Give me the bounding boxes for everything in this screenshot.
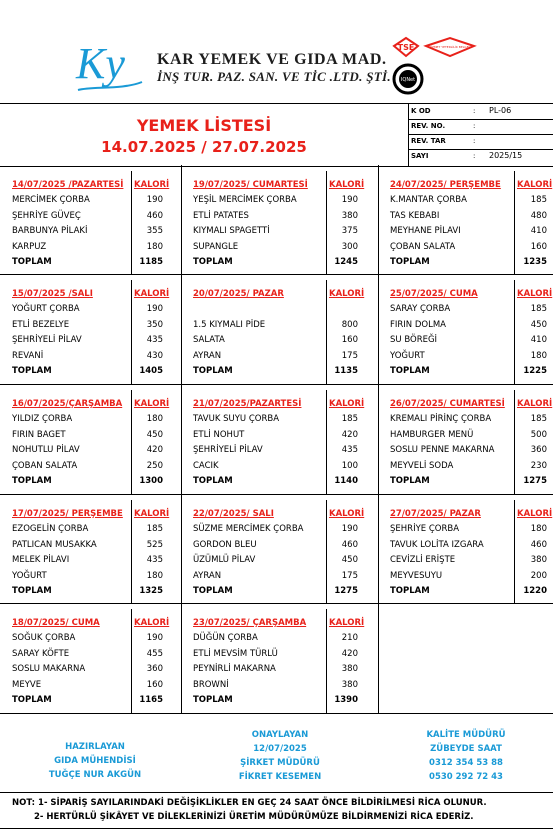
dish-name: REVANİ bbox=[12, 350, 44, 361]
total-label: TOPLAM bbox=[193, 586, 233, 596]
dish-name: ŞEHRİYE GÜVEÇ bbox=[12, 210, 81, 221]
dish-calories: 180 bbox=[530, 350, 547, 361]
dish-calories: 420 bbox=[341, 429, 358, 440]
kalori-header: KALORİ bbox=[134, 289, 170, 299]
day-menu-12 bbox=[0, 603, 181, 713]
total-calories: 1275 bbox=[334, 586, 358, 596]
dish-name: BROWNİ bbox=[193, 679, 229, 690]
dish-name: 1.5 KIYMALI PİDE bbox=[193, 319, 266, 330]
dish-calories: 380 bbox=[341, 679, 358, 690]
quality-manager-mobile: 0530 292 72 43 bbox=[429, 772, 503, 782]
tse-text: TSE bbox=[397, 43, 415, 52]
day-title: 26/07/2025/ CUMARTESİ bbox=[390, 399, 505, 409]
dish-calories: 460 bbox=[341, 539, 358, 550]
meta-row bbox=[409, 134, 553, 150]
prepared-by-role: GIDA MÜHENDİSİ bbox=[54, 756, 136, 766]
total-calories: 1405 bbox=[139, 366, 163, 376]
dish-name: ETLİ NOHUT bbox=[193, 429, 245, 440]
meta-row bbox=[409, 149, 553, 164]
dish-name: MEYVE bbox=[12, 679, 42, 690]
dish-calories: 500 bbox=[530, 429, 547, 440]
day-title: 17/07/2025/ PERŞEMBE bbox=[12, 509, 123, 519]
dish-calories: 380 bbox=[341, 210, 358, 221]
kalori-header: KALORİ bbox=[517, 180, 553, 190]
date-range: 14.07.2025 / 27.07.2025 bbox=[101, 138, 307, 156]
dish-name: PEYNİRLİ MAKARNA bbox=[193, 664, 276, 674]
dish-name: SARAY KÖFTE bbox=[12, 648, 70, 659]
day-title: 15/07/2025 /SALI bbox=[12, 289, 93, 299]
dish-name: YOĞURT bbox=[12, 570, 47, 581]
day-title: 14/07/2025 /PAZARTESİ bbox=[12, 180, 124, 190]
meta-label: REV. NO. bbox=[411, 122, 446, 130]
kalori-header: KALORİ bbox=[329, 509, 365, 519]
day-title: 16/07/2025/ÇARŞAMBA bbox=[12, 399, 123, 409]
dish-name: AYRAN bbox=[193, 350, 222, 361]
dish-calories: 450 bbox=[341, 555, 358, 565]
dish-calories: 190 bbox=[146, 633, 163, 643]
dish-calories: 800 bbox=[341, 319, 358, 330]
dish-calories: 350 bbox=[146, 319, 163, 330]
meta-value: 2025/15 bbox=[489, 151, 523, 160]
day-menu-8 bbox=[378, 384, 553, 494]
dish-name: ÜZÜMLÜ PİLAV bbox=[193, 555, 256, 565]
total-calories: 1135 bbox=[334, 366, 358, 376]
dish-name: FIRIN DOLMA bbox=[390, 319, 446, 330]
dish-calories: 360 bbox=[146, 664, 163, 674]
total-label: TOPLAM bbox=[193, 476, 233, 486]
dish-calories: 525 bbox=[146, 539, 163, 550]
dish-name: KARPUZ bbox=[12, 241, 47, 252]
iqnet-logo-icon bbox=[394, 65, 422, 93]
total-label: TOPLAM bbox=[12, 257, 52, 267]
dish-calories: 455 bbox=[146, 648, 163, 659]
dish-name: ETLİ MEVSİM TÜRLÜ bbox=[193, 648, 278, 659]
total-label: TOPLAM bbox=[193, 257, 233, 267]
day-title: 18/07/2025/ CUMA bbox=[12, 618, 100, 628]
day-menu-2 bbox=[378, 165, 553, 274]
kalori-header: KALORİ bbox=[329, 289, 365, 299]
grid-column-divider bbox=[378, 165, 379, 713]
dish-name: ETLİ BEZELYE bbox=[12, 319, 70, 330]
quality-manager-phone: 0312 354 53 88 bbox=[429, 758, 503, 768]
dish-name: TAVUK LOLİTA IZGARA bbox=[390, 539, 484, 550]
dish-calories: 360 bbox=[530, 445, 547, 455]
dish-calories: 410 bbox=[530, 226, 547, 236]
kalori-header: KALORİ bbox=[134, 618, 170, 628]
day-menu-13 bbox=[181, 603, 378, 713]
meta-label: REV. TAR bbox=[411, 137, 446, 145]
grid-column-divider bbox=[181, 165, 182, 713]
dish-name: ETLİ PATATES bbox=[193, 210, 249, 221]
kalori-header: KALORİ bbox=[134, 180, 170, 190]
dish-name: TAVUK SUYU ÇORBA bbox=[193, 414, 280, 424]
total-label: TOPLAM bbox=[12, 476, 52, 486]
dish-calories: 160 bbox=[341, 335, 358, 345]
meta-label: SAYI bbox=[411, 152, 429, 160]
dish-name: MERCİMEK ÇORBA bbox=[12, 195, 90, 205]
total-label: TOPLAM bbox=[12, 586, 52, 596]
dish-calories: 175 bbox=[341, 570, 358, 581]
dish-calories: 185 bbox=[530, 195, 547, 205]
day-title: 24/07/2025/ PERŞEMBE bbox=[390, 180, 501, 190]
total-calories: 1220 bbox=[523, 586, 547, 596]
kalori-header: KALORİ bbox=[329, 399, 365, 409]
dish-calories: 450 bbox=[530, 319, 547, 330]
dish-name: AYRAN bbox=[193, 570, 222, 581]
dish-name: ŞEHRİYE ÇORBA bbox=[390, 524, 460, 534]
dish-calories: 180 bbox=[146, 570, 163, 581]
quality-manager-title: KALİTE MÜDÜRÜ bbox=[426, 730, 506, 740]
total-label: TOPLAM bbox=[390, 476, 430, 486]
quality-manager-name: ZÜBEYDE SAAT bbox=[430, 744, 502, 754]
document-header bbox=[0, 0, 553, 103]
dish-calories: 175 bbox=[341, 350, 358, 361]
bottom-border bbox=[0, 828, 553, 829]
approved-by-date: 12/07/2025 bbox=[253, 744, 307, 754]
approved-by-block bbox=[222, 728, 338, 784]
dish-name: ÇOBAN SALATA bbox=[390, 241, 456, 252]
day-title: 21/07/2025/PAZARTESİ bbox=[193, 399, 302, 409]
dish-name: NOHUTLU PİLAV bbox=[12, 445, 80, 455]
dish-name: HAMBURGER MENÜ bbox=[390, 429, 474, 440]
signature-divider bbox=[0, 713, 553, 714]
dish-calories: 185 bbox=[530, 414, 547, 424]
dish-calories: 450 bbox=[146, 429, 163, 440]
dish-name: SOSLU PENNE MAKARNA bbox=[390, 445, 495, 455]
total-calories: 1275 bbox=[523, 476, 547, 486]
dish-calories: 190 bbox=[146, 304, 163, 314]
company-subtitle: İNŞ TUR. PAZ. SAN. VE TİC .LTD. ŞTİ. bbox=[157, 69, 391, 84]
dish-calories: 230 bbox=[530, 460, 547, 471]
total-label: TOPLAM bbox=[390, 257, 430, 267]
dish-name: SALATA bbox=[193, 335, 225, 345]
meta-colon: : bbox=[473, 152, 476, 160]
dish-calories: 420 bbox=[341, 648, 358, 659]
dish-calories: 190 bbox=[341, 524, 358, 534]
day-title: 22/07/2025/ SALI bbox=[193, 509, 274, 519]
kalori-header: KALORİ bbox=[517, 399, 553, 409]
day-menu-1 bbox=[181, 165, 378, 274]
dish-calories: 190 bbox=[146, 195, 163, 205]
kalori-header: KALORİ bbox=[329, 618, 365, 628]
day-title: 27/07/2025/ PAZAR bbox=[390, 509, 481, 519]
notes-divider bbox=[0, 792, 553, 793]
dish-calories: 460 bbox=[146, 210, 163, 221]
dish-calories: 300 bbox=[341, 241, 358, 252]
dish-calories: 375 bbox=[341, 226, 358, 236]
kalori-header: KALORİ bbox=[134, 399, 170, 409]
dish-name: SU BÖREĞİ bbox=[390, 335, 438, 345]
logo-text: Ky bbox=[76, 39, 125, 88]
dish-calories: 210 bbox=[341, 633, 358, 643]
day-menu-6 bbox=[0, 384, 181, 494]
dish-calories: 420 bbox=[146, 445, 163, 455]
iqnet-text: IQNet bbox=[400, 77, 416, 83]
dish-name: SÜZME MERCİMEK ÇORBA bbox=[193, 524, 304, 534]
dish-calories: 410 bbox=[530, 335, 547, 345]
dish-name: YILDIZ ÇORBA bbox=[12, 414, 73, 424]
dish-calories: 435 bbox=[146, 555, 163, 565]
kalori-header: KALORİ bbox=[329, 180, 365, 190]
dish-calories: 185 bbox=[530, 304, 547, 314]
dish-name: BARBUNYA PİLAKİ bbox=[12, 226, 88, 236]
meta-value: PL-06 bbox=[489, 106, 512, 115]
dish-calories: 100 bbox=[341, 460, 358, 471]
day-title: 19/07/2025/ CUMARTESİ bbox=[193, 180, 308, 190]
day-menu-5 bbox=[378, 274, 553, 384]
dish-name: DÜĞÜN ÇORBA bbox=[193, 633, 258, 643]
dish-calories: 190 bbox=[341, 195, 358, 205]
day-title: 20/07/2025/ PAZAR bbox=[193, 289, 284, 299]
dish-calories: 185 bbox=[146, 524, 163, 534]
dish-calories: 180 bbox=[146, 241, 163, 252]
dish-name: KREMALI PİRİNÇ ÇORBA bbox=[390, 414, 492, 424]
dish-calories: 180 bbox=[530, 524, 547, 534]
meta-label: K OD bbox=[411, 107, 431, 115]
total-calories: 1245 bbox=[334, 257, 358, 267]
dish-name: SUPANGLE bbox=[193, 241, 239, 252]
dish-name: EZOGELİN ÇORBA bbox=[12, 524, 89, 534]
kalori-header: KALORİ bbox=[517, 509, 553, 519]
dish-name: MEYVESUYU bbox=[390, 570, 443, 581]
kalori-header: KALORİ bbox=[517, 289, 553, 299]
certification-logos bbox=[392, 36, 480, 96]
dish-calories: 435 bbox=[341, 445, 358, 455]
dish-calories: 160 bbox=[530, 241, 547, 252]
total-calories: 1185 bbox=[139, 257, 163, 267]
day-menu-7 bbox=[181, 384, 378, 494]
dish-calories: 380 bbox=[341, 664, 358, 674]
total-label: TOPLAM bbox=[12, 695, 52, 705]
dish-calories: 480 bbox=[530, 210, 547, 221]
dish-calories: 250 bbox=[146, 460, 163, 471]
ky-logo-icon bbox=[72, 38, 148, 94]
dish-calories: 185 bbox=[341, 414, 358, 424]
hyb-text: HİZMET YETERLİLİK BELGELİ bbox=[428, 45, 472, 49]
total-label: TOPLAM bbox=[390, 366, 430, 376]
meta-colon: : bbox=[473, 107, 476, 115]
title-box bbox=[0, 103, 408, 167]
dish-calories: 380 bbox=[530, 555, 547, 565]
total-calories: 1225 bbox=[523, 366, 547, 376]
dish-name: YOĞURT ÇORBA bbox=[12, 304, 80, 314]
dish-name: KIYMALI SPAGETTİ bbox=[193, 226, 270, 236]
total-label: TOPLAM bbox=[193, 695, 233, 705]
quality-manager-block bbox=[408, 728, 524, 784]
day-title: 25/07/2025/ CUMA bbox=[390, 289, 478, 299]
kalori-header: KALORİ bbox=[134, 509, 170, 519]
approved-by-name: FİKRET KESEMEN bbox=[238, 772, 322, 782]
dish-name: SOSLU MAKARNA bbox=[12, 664, 86, 674]
dish-name: TAS KEBABI bbox=[390, 210, 440, 221]
day-menu-10 bbox=[181, 494, 378, 603]
dish-name: SARAY ÇORBA bbox=[390, 304, 451, 314]
dish-name: GORDON BLEU bbox=[193, 539, 257, 550]
dish-name: PATLICAN MUSAKKA bbox=[12, 539, 97, 550]
company-name: KAR YEMEK VE GIDA MAD. bbox=[157, 51, 387, 68]
dish-name: ŞEHRİYELİ PİLAV bbox=[12, 335, 82, 345]
dish-calories: 460 bbox=[530, 539, 547, 550]
approved-by-role: ŞİRKET MÜDÜRÜ bbox=[240, 758, 320, 768]
dish-name: FIRIN BAGET bbox=[12, 429, 66, 440]
total-calories: 1140 bbox=[334, 476, 358, 486]
meta-row bbox=[409, 104, 553, 120]
approved-by-title: ONAYLAYAN bbox=[251, 730, 309, 740]
hyb-logo-icon bbox=[426, 38, 474, 56]
meta-row bbox=[409, 119, 553, 135]
document-meta-table bbox=[408, 103, 553, 167]
note-2: 2- HERTÜRLÜ ŞİKÂYET VE DİLEKLERİNİZİ ÜRETİM MÜDÜRÜMÜZE BİLDİRMENİZİ RİCA EDERİZ. bbox=[34, 812, 474, 822]
dish-name: MEYHANE PİLAVI bbox=[390, 226, 461, 236]
dish-calories: 180 bbox=[146, 414, 163, 424]
total-label: TOPLAM bbox=[390, 586, 430, 596]
dish-name: MELEK PİLAVI bbox=[12, 555, 70, 565]
day-menu-11 bbox=[378, 494, 553, 603]
dish-calories: 430 bbox=[146, 350, 163, 361]
dish-name: CACIK bbox=[193, 460, 219, 471]
dish-name: CEVİZLİ ERİŞTE bbox=[390, 555, 456, 565]
meta-colon: : bbox=[473, 122, 476, 130]
dish-name: MEYVELİ SODA bbox=[390, 460, 454, 471]
total-calories: 1325 bbox=[139, 586, 163, 596]
total-calories: 1300 bbox=[139, 476, 163, 486]
dish-name: SOĞUK ÇORBA bbox=[12, 633, 76, 643]
day-menu-9 bbox=[0, 494, 181, 603]
day-menu-0 bbox=[0, 165, 181, 274]
prepared-by-title: HAZIRLAYAN bbox=[65, 742, 125, 752]
dish-name: K.MANTAR ÇORBA bbox=[390, 195, 467, 205]
note-1: NOT: 1- SİPARİŞ SAYILARINDAKİ DEĞİŞİKLİKLER EN GEÇ 24 SAAT ÖNCE BİLDİRİLMESİ RİCA OLUNUR. bbox=[12, 798, 487, 808]
day-menu-3 bbox=[0, 274, 181, 384]
dish-name: ÇOBAN SALATA bbox=[12, 460, 78, 471]
total-label: TOPLAM bbox=[12, 366, 52, 376]
total-calories: 1390 bbox=[334, 695, 358, 705]
dish-name: YEŞİL MERCİMEK ÇORBA bbox=[193, 195, 297, 205]
dish-name: YOĞURT bbox=[390, 350, 425, 361]
dish-calories: 355 bbox=[146, 226, 163, 236]
dish-name: ŞEHRİYELİ PİLAV bbox=[193, 445, 263, 455]
total-label: TOPLAM bbox=[193, 366, 233, 376]
prepared-by-name: TUĞÇE NUR AKGÜN bbox=[48, 770, 142, 780]
dish-calories: 435 bbox=[146, 335, 163, 345]
meta-colon: : bbox=[473, 137, 476, 145]
prepared-by-block bbox=[40, 740, 150, 782]
total-calories: 1235 bbox=[523, 257, 547, 267]
day-title: 23/07/2025/ ÇARŞAMBA bbox=[193, 618, 307, 628]
page-title: YEMEK LİSTESİ bbox=[136, 116, 272, 135]
dish-calories: 200 bbox=[530, 570, 547, 581]
notes-block bbox=[12, 796, 487, 824]
dish-calories: 160 bbox=[146, 679, 163, 690]
tse-logo-icon bbox=[394, 38, 418, 56]
total-calories: 1165 bbox=[139, 695, 163, 705]
day-menu-4 bbox=[181, 274, 378, 384]
